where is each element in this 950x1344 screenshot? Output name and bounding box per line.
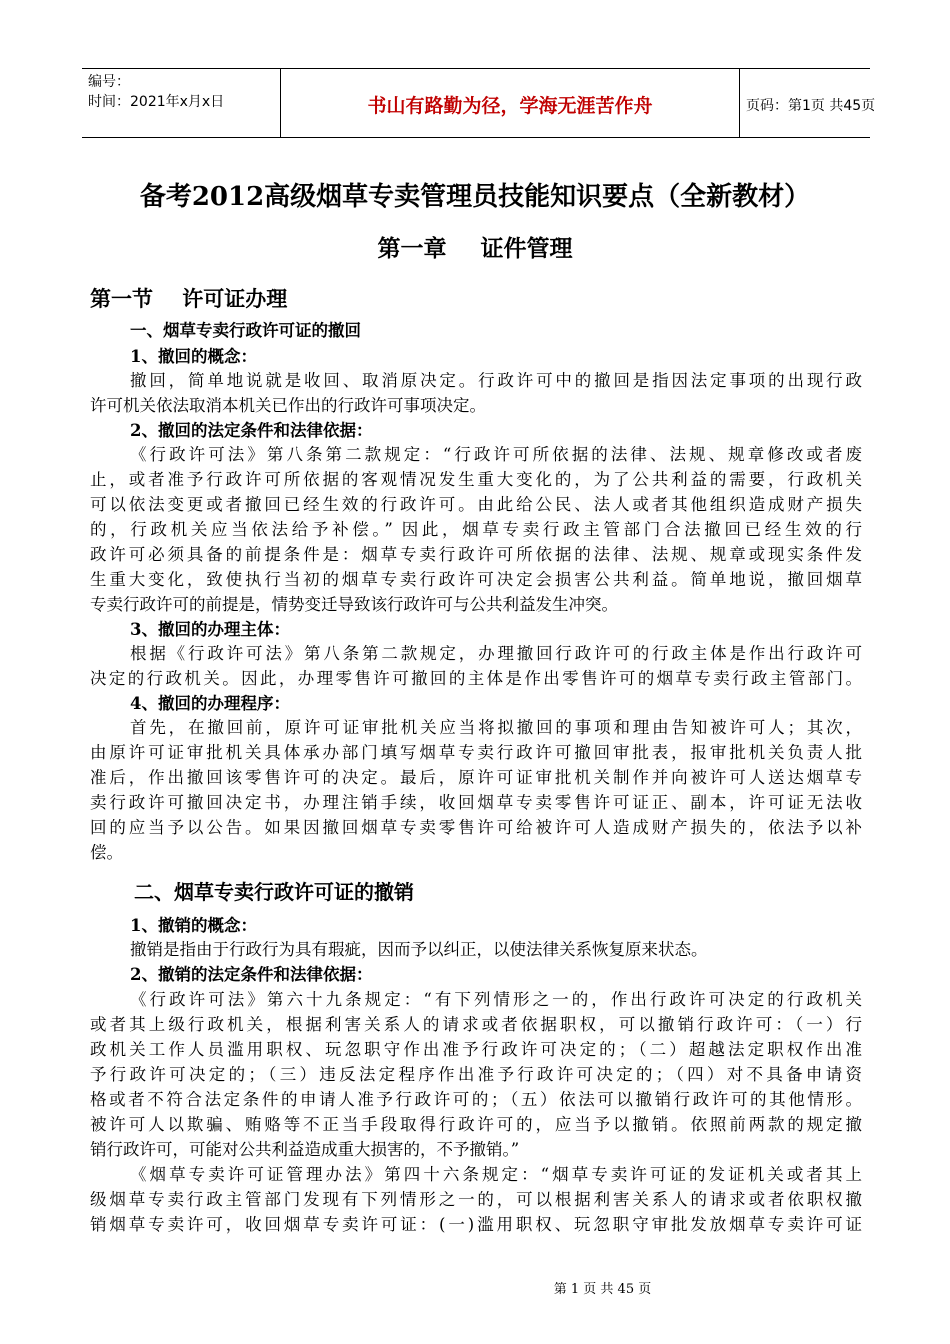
- paragraph-line: 止，或者准予行政许可所依据的客观情况发生重大变化的，为了公共利益的需要，行政机关: [90, 470, 862, 489]
- subheading: 3、撤回的办理主体：: [130, 620, 290, 639]
- header-table: [82, 68, 876, 138]
- header-motto-cell: [281, 69, 740, 137]
- page-info: 页码：第1页 共45页: [746, 98, 876, 114]
- paragraph-line: 生重大变化，致使执行当初的烟草专卖行政许可决定会损害公共利益。简单地说，撤回烟草: [90, 570, 862, 589]
- paragraph-line: 首先，在撤回前，原许可证审批机关应当将拟撤回的事项和理由告知被许可人；其次，: [130, 718, 862, 737]
- paragraph-line: 根据《行政许可法》第八条第二款规定，办理撤回行政许可的行政主体是作出行政许可: [130, 644, 862, 663]
- paragraph-line: 决定的行政机关。因此，办理零售许可撤回的主体是作出零售许可的烟草专卖行政主管部门。: [90, 669, 862, 688]
- paragraph-line: 政机关工作人员滥用职权、玩忽职守作出准予行政许可决定的；（二）超越法定职权作出准: [90, 1040, 862, 1059]
- chapter-number: 第一章: [377, 235, 447, 262]
- paragraph-line: 予行政许可决定的；（三）违反法定程序作出准予行政许可决定的；（四）对不具备申请资: [90, 1065, 862, 1084]
- document-title: 备考2012高级烟草专卖管理员技能知识要点（全新教材）: [139, 182, 811, 212]
- paragraph-line: 级烟草专卖行政主管部门发现有下列情形之一的，可以根据利害关系人的请求或者依职权撤: [90, 1190, 862, 1209]
- subheading: 2、撤回的法定条件和法律依据：: [130, 421, 373, 440]
- chapter-heading: [0, 230, 950, 263]
- paragraph-line: 销行政许可，可能对公共利益造成重大损害的，不予撤销。”: [90, 1140, 520, 1159]
- paragraph-line: 撤回，简单地说就是收回、取消原决定。行政许可中的撤回是指因法定事项的出现行政: [130, 371, 862, 390]
- paragraph-line: 撤销是指由于行政行为具有瑕疵，因而予以纠正，以使法律关系恢复原来状态。: [130, 940, 708, 959]
- subheading: 1、撤销的概念：: [130, 916, 257, 935]
- subheading: 1、撤回的概念：: [130, 347, 257, 366]
- paragraph-line: 可以依法变更或者撤回已经生效的行政许可。由此给公民、法人或者其他组织造成财产损失: [90, 495, 862, 514]
- paragraph-line: 的，行政机关应当依法给予补偿。” 因此，烟草专卖行政主管部门合法撤回已经生效的行: [90, 520, 862, 539]
- heading-revocation: 二、烟草专卖行政许可证的撤销: [134, 880, 414, 904]
- paragraph-line: 被许可人以欺骗、贿赂等不正当手段取得行政许可的，应当予以撤销。依照前两款的规定撤: [90, 1115, 862, 1134]
- paragraph-line: 《行政许可法》第六十九条规定：“有下列情形之一的，作出行政许可决定的行政机关: [130, 990, 862, 1009]
- subheading: 2、撤销的法定条件和法律依据：: [130, 965, 373, 984]
- time-label: 时间：2021年x月x日: [88, 94, 225, 110]
- paragraph-line: 准后，作出撤回该零售许可的决定。最后，原许可证审批机关制作并向被许可人送达烟草专: [90, 768, 862, 787]
- motto: 书山有路勤为径，学海无涯苦作舟: [367, 95, 653, 117]
- paragraph-line: 卖行政许可撤回决定书，办理注销手续，收回烟草专卖零售许可证正、副本，许可证无法收: [90, 793, 862, 812]
- number-label: 编号：: [88, 74, 130, 90]
- section-heading: 第一节 许可证办理: [90, 286, 288, 311]
- paragraph-line: 政许可必须具备的前提条件是：烟草专卖行政许可所依据的法律、法规、规章或现实条件发: [90, 545, 862, 564]
- page-footer: 第 1 页 共 45 页: [553, 1282, 652, 1297]
- header-page-cell: [740, 69, 876, 137]
- paragraph-line: 格或者不符合法定条件的申请人准予行政许可的；（五）依法可以撤销行政许可的其他情形。: [90, 1090, 862, 1109]
- header-info-cell: [82, 69, 281, 137]
- paragraph-line: 由原许可证审批机关具体承办部门填写烟草专卖行政许可撤回审批表，报审批机关负责人批: [90, 743, 862, 762]
- paragraph-line: 或者其上级行政机关，根据利害关系人的请求或者依据职权，可以撤销行政许可：（一）行: [90, 1015, 862, 1034]
- heading-withdrawal: 一、烟草专卖行政许可证的撤回: [130, 321, 361, 340]
- subheading: 4、撤回的办理程序：: [130, 694, 290, 713]
- paragraph-line: 《行政许可法》第八条第二款规定：“行政许可所依据的法律、法规、规章修改或者废: [130, 445, 862, 464]
- paragraph-line: 偿。: [90, 843, 123, 862]
- paragraph-line: 《烟草专卖许可证管理办法》第四十六条规定：“烟草专卖许可证的发证机关或者其上: [130, 1165, 862, 1184]
- paragraph-line: 回的应当予以公告。如果因撤回烟草专卖零售许可给被许可人造成财产损失的，依法予以补: [90, 818, 862, 837]
- chapter-name: 证件管理: [480, 235, 573, 262]
- paragraph-line: 许可机关依法取消本机关已作出的行政许可事项决定。: [90, 396, 486, 415]
- paragraph-line: 销烟草专卖许可，收回烟草专卖许可证：(一)滥用职权、玩忽职守审批发放烟草专卖许可证: [90, 1215, 862, 1234]
- paragraph-line: 专卖行政许可的前提是，情势变迁导致该行政许可与公共利益发生冲突。: [90, 595, 618, 614]
